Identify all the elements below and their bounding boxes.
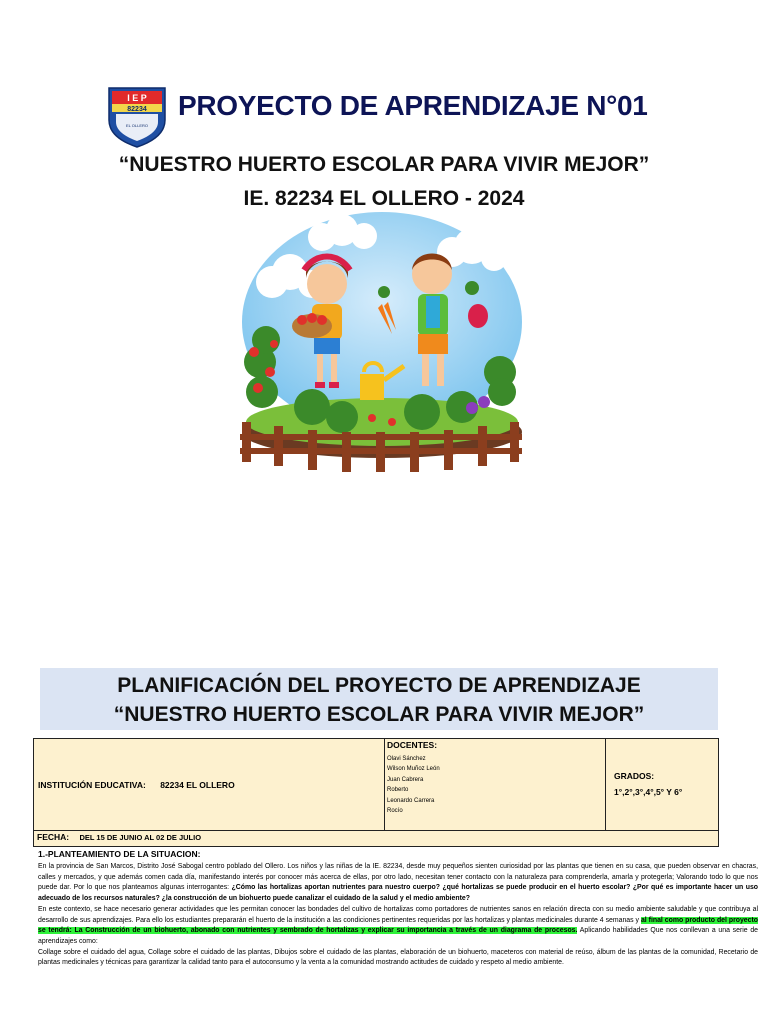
teacher-name: Roberto	[387, 787, 409, 794]
logo-number: 82234	[127, 106, 147, 113]
section-title: 1.-PLANTEAMIENTO DE LA SITUACION:	[38, 849, 201, 859]
logo-caption: EL OLLERO	[125, 123, 149, 128]
planning-header	[40, 668, 718, 730]
teacher-name: Rocío	[387, 808, 403, 815]
teacher-name: Olavi Sánchez	[387, 756, 426, 762]
section-body	[38, 862, 758, 969]
project-subtitle: “NUESTRO HUERTO ESCOLAR PARA VIVIR MEJOR”	[118, 153, 650, 176]
teachers-label: DOCENTES:	[387, 740, 438, 750]
teachers-list	[387, 754, 440, 816]
institution-label: INSTITUCIÓN EDUCATIVA:	[38, 780, 146, 790]
date-value: DEL 15 DE JUNIO AL 02 DE JULIO	[79, 833, 202, 842]
grades-label: GRADOS:	[614, 771, 655, 781]
teacher-name: Wilson Muñoz León	[387, 766, 440, 773]
date-info	[37, 832, 201, 842]
planning-subtitle: “NUESTRO HUERTO ESCOLAR PARA VIVIR MEJOR”	[113, 703, 645, 726]
school-line: IE. 82234 EL OLLERO - 2024	[243, 187, 525, 210]
paragraph-1	[38, 862, 758, 905]
teacher-name: Leonardo Carrera	[387, 797, 435, 804]
paragraph-2-text: En este contexto, se hace necesario generar actividades que les permitan conocer las bondades del cultivo de hortalizas como portadores de nutrientes sanos en relación directa con su medio ambiente saludable y que contribuya al desarrollo de sus aprendizajes. Para ello los estudiantes prepararán el huerto de la institución a las condiciones pertinentes requeridas por las hortalizas y plantas medicinales durante 4 semanas y	[38, 905, 758, 924]
page-title: PROYECTO DE APRENDIZAJE N°01	[178, 90, 648, 121]
garden-kids-illustration	[232, 212, 528, 474]
paragraph-1-questions: ¿Cómo las hortalizas aportan nutrientes para nuestro cuerpo? ¿qué hortalizas se puede producir en el huerto escolar? ¿Por qué es importante hacer un uso adecuado de los recursos naturales? ¿la construcción de un biohuerto puede canalizar el cuidado de la salud y el medio ambiente?	[38, 884, 758, 903]
grades-cell	[606, 739, 719, 831]
teacher-name: Juan Cabrera	[387, 776, 424, 783]
paragraph-3: Collage sobre el cuidado del agua, Collage sobre el cuidado de las plantas, Dibujos sobre el cuidado de las plantas, elaboración de un biohuerto, maceteros con material de reúso, álbum de las plantas de la comunidad, Recetario de plantas medicinales y técnicas para garantizar la calidad tanto para el autoconsumo y la venta a la comunidad mostrando actitudes de cuidado y respeto al medio ambiente.	[38, 948, 758, 967]
date-label: FECHA:	[37, 832, 70, 842]
school-logo	[106, 86, 168, 148]
paragraph-2-end: Aplicando habilidades Que nos conllevan a una serie de aprendizajes como:	[38, 927, 759, 945]
paragraph-2	[38, 905, 758, 948]
planning-title: PLANIFICACIÓN DEL PROYECTO DE APRENDIZAJE	[117, 674, 641, 697]
product-highlight: al final como producto del proyecto se tendrá: La Construcción de un biohuerto, abonado con nutrientes y sembrado de hortalizas y explicar su importancia a través de un diagrama de procesos.	[38, 916, 758, 935]
grades-value: 1°,2°,3°,4°,5° Y 6°	[614, 787, 683, 797]
institution-info	[38, 780, 235, 790]
logo-top-text: I E P	[127, 93, 147, 103]
paragraph-1-text: En la provincia de San Marcos, Distrito José Sabogal centro poblado del Ollero. Los niños y las niñas de la IE. 82234, desde muy pequeños sienten curiosidad por las plantas que tienen en su casa, que pueden observar en chacras, calles y mercados, y que además comen cada día, manifestando interés por conocer más acerca de ellas, por otro lado, necesitan tener contacto con la naturaleza para comprenderla, amarla y protegerla; Valorando todo lo que nos puede dar. Por lo que nos planteamos algunas interrogantes:	[38, 863, 758, 892]
institution-value: 82234 EL OLLERO	[160, 780, 235, 790]
